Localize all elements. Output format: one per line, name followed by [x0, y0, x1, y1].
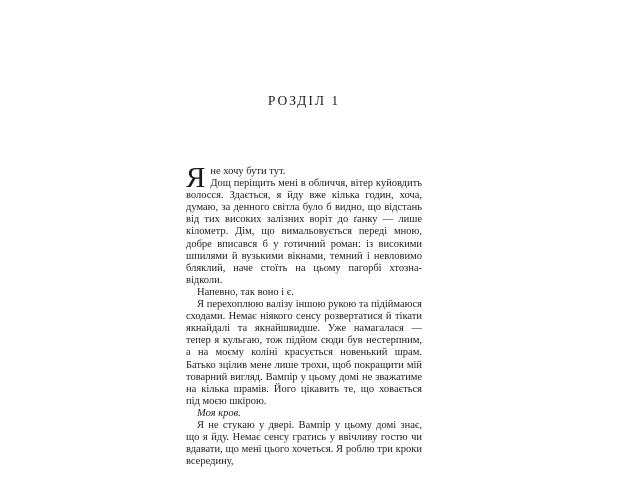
opening-paragraph-group	[186, 162, 422, 287]
paragraph: Дощ періщить мені в обличчя, вітер куйовдить волосся. Здається, я йду вже кілька годин, хоча, думаю, за денного світла було б видно, що відстань від тих високих залізних воріт до ґанку — лише кілометр. Дім, що вимальовується переді мною, добре вписався б у готичний роман: із високими шпилями й вузькими вікнами, темний і невловимо бляклий, наче стоїть на цьому пагорбі хтозна-відколи.	[186, 178, 422, 286]
drop-cap: Я	[186, 162, 206, 194]
paragraph: Напевно, так воно і є.	[197, 286, 294, 298]
paragraph: Я перехоплюю валізу іншою рукою та підіймаюся сходами. Немає ніякого сенсу розвертатися й тікати якнайдалі та якнайшвидше. Уже намагалася — тепер я кульгаю, тож підйом сюди був нестерпним, а на моєму коліні красується новенький шрам. Батько зцілив мене лише трохи, щоб покращити мій товарний вигляд. Вампір у цьому домі не зважатиме на кілька шрамів. Його цікавить те, що ховається під моєю шкірою.	[186, 299, 422, 407]
chapter-text-block	[186, 93, 422, 468]
chapter-body	[186, 162, 422, 468]
paragraph: не хочу бути тут.	[210, 166, 286, 177]
paragraph-emphasis: Моя кров.	[197, 407, 241, 419]
paragraph: Я не стукаю у двері. Вампір у цьому домі знає, що я йду. Немає сенсу гратись у ввічливу гостю чи вдавати, що мені цього хочеться. Я роблю три кроки всередину,	[186, 419, 422, 468]
chapter-heading: РОЗДІЛ 1	[267, 93, 341, 108]
